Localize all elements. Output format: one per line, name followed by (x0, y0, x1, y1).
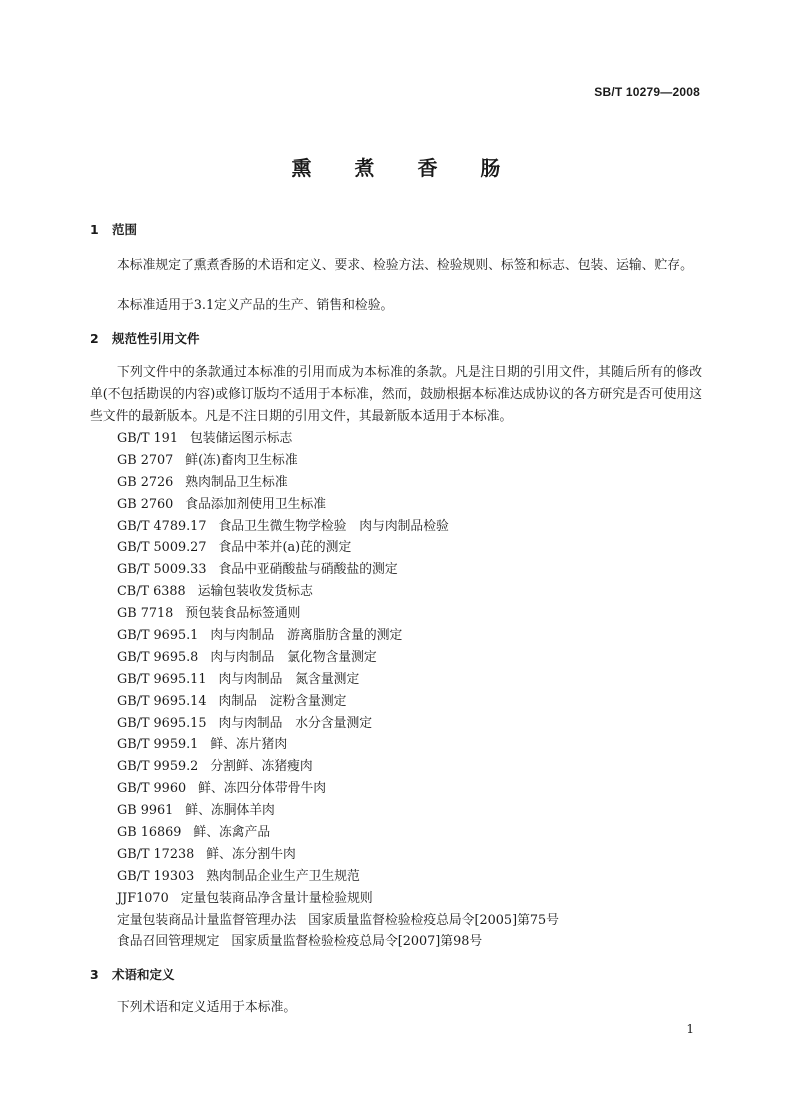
reference-code: GB 2760 (117, 496, 174, 512)
reference-code: GB/T 9959.2 (117, 759, 199, 775)
section-heading-scope (90, 221, 137, 239)
reference-title: 运输包装收发货标志 (197, 584, 313, 600)
reference-item (117, 931, 559, 953)
reference-code: GB/T 5009.33 (117, 562, 207, 578)
reference-code: GB/T 9960 (117, 781, 187, 797)
reference-title: 食品中苯并(a)芘的测定 (218, 540, 352, 556)
normative-intro-paragraph: 下列文件中的条款通过本标准的引用而成为本标准的条款。凡是注日期的引用文件，其随后所有的修改单(不包括勘误的内容)或修订版均不适用于本标准，然而，鼓励根据本标准达成协议的各方研究是否可使用这些文件的最新版本。凡是不注日期的引用文件，其最新版本适用于本标准。 (90, 365, 702, 424)
reference-item (117, 428, 559, 450)
reference-code: GB/T 9695.15 (117, 715, 207, 731)
section-number: 3 (90, 967, 99, 982)
reference-item (117, 603, 559, 625)
document-title: 熏 煮 香 肠 (291, 156, 519, 180)
reference-item (117, 866, 559, 888)
section-heading-terms-definitions (90, 966, 175, 984)
reference-item (117, 691, 559, 713)
reference-item (117, 734, 559, 756)
reference-code: GB 16869 (117, 825, 182, 841)
reference-title: 熟肉制品企业生产卫生规范 (206, 868, 360, 884)
reference-item (117, 844, 559, 866)
reference-title: 预包装食品标签通则 (185, 606, 301, 622)
reference-title: 鲜、冻四分体带骨牛肉 (198, 781, 327, 797)
reference-title: 肉与肉制品 水分含量测定 (218, 715, 373, 731)
normative-reference-list (117, 428, 559, 953)
section-title: 术语和定义 (112, 967, 175, 982)
reference-title: 食品添加剂使用卫生标准 (185, 496, 327, 512)
reference-item (117, 647, 559, 669)
reference-title: 鲜、冻片猪肉 (210, 737, 288, 753)
reference-title: 国家质量监督检验检疫总局令[2005]第75号 (308, 912, 559, 928)
reference-title: 食品中亚硝酸盐与硝酸盐的测定 (218, 562, 398, 578)
reference-code: 定量包装商品计量监督管理办法 (117, 912, 297, 928)
section-title: 范围 (112, 222, 138, 237)
reference-code: GB 7718 (117, 606, 174, 622)
reference-item (117, 778, 559, 800)
reference-item (117, 800, 559, 822)
reference-item (117, 756, 559, 778)
section-title: 规范性引用文件 (112, 331, 200, 346)
reference-title: 肉与肉制品 游离脂肪含量的测定 (210, 628, 403, 644)
reference-item (117, 516, 559, 538)
reference-code: GB/T 5009.27 (117, 540, 207, 556)
reference-code: GB/T 191 (117, 431, 178, 446)
reference-item (117, 537, 559, 559)
reference-title: 包装储运图示标志 (189, 431, 293, 446)
reference-code: 食品召回管理规定 (117, 934, 220, 950)
scope-paragraph-1: 本标准规定了熏煮香肠的术语和定义、要求、检验方法、检验规则、标签和标志、包装、运输、贮存。 (117, 258, 693, 273)
reference-item (117, 822, 559, 844)
reference-title: 鲜、冻胴体羊肉 (185, 803, 275, 819)
reference-code: CB/T 6388 (117, 584, 186, 600)
reference-item (117, 625, 559, 647)
reference-code: GB/T 9959.1 (117, 737, 199, 753)
reference-title: 肉与肉制品 氮含量测定 (218, 671, 360, 687)
reference-code: GB/T 19303 (117, 868, 195, 884)
reference-code: GB/T 9695.11 (117, 671, 207, 687)
reference-title: 肉与肉制品 氯化物含量测定 (210, 649, 377, 665)
scope-paragraph-2: 本标准适用于3.1定义产品的生产、销售和检验。 (117, 298, 394, 313)
terms-intro-paragraph: 下列术语和定义适用于本标准。 (117, 1000, 297, 1015)
reference-item (117, 888, 559, 910)
reference-code: GB 2707 (117, 452, 174, 468)
reference-title: 分割鲜、冻猪瘦肉 (210, 759, 313, 775)
reference-title: 食品卫生微生物学检验 肉与肉制品检验 (218, 518, 449, 534)
reference-code: JJF1070 (117, 890, 169, 906)
reference-title: 国家质量监督检验检疫总局令[2007]第98号 (231, 934, 483, 950)
reference-code: GB/T 9695.14 (117, 693, 207, 709)
section-number: 1 (90, 222, 99, 237)
reference-item (117, 559, 559, 581)
reference-item (117, 581, 559, 603)
section-heading-normative-references (90, 330, 200, 348)
reference-code: GB 2726 (117, 474, 174, 490)
reference-code: GB/T 9695.1 (117, 628, 199, 644)
reference-code: GB 9961 (117, 803, 174, 819)
section-number: 2 (90, 331, 99, 346)
reference-code: GB/T 4789.17 (117, 518, 207, 534)
page-number: 1 (686, 1022, 694, 1036)
reference-title: 熟肉制品卫生标准 (185, 474, 288, 490)
reference-item (117, 472, 559, 494)
reference-item (117, 910, 559, 932)
reference-item (117, 450, 559, 472)
reference-title: 鲜、冻禽产品 (193, 825, 271, 841)
standard-number: SB/T 10279—2008 (594, 85, 700, 99)
reference-code: GB/T 17238 (117, 846, 195, 862)
reference-item (117, 494, 559, 516)
reference-item (117, 669, 559, 691)
reference-title: 肉制品 淀粉含量测定 (218, 693, 347, 709)
reference-title: 鲜、冻分割牛肉 (206, 846, 296, 862)
reference-title: 鲜(冻)畜肉卫生标准 (185, 452, 298, 468)
reference-item (117, 713, 559, 735)
reference-title: 定量包装商品净含量计量检验规则 (180, 890, 373, 906)
reference-code: GB/T 9695.8 (117, 649, 199, 665)
